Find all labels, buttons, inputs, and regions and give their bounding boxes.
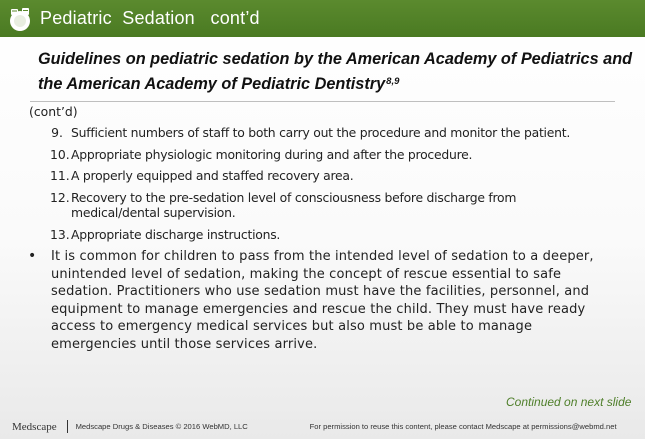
list-number: 9. [51,125,63,140]
list-item-text: Appropriate physiologic monitoring during and after the procedure. [71,146,473,162]
bullet-text: It is common for children to pass from the intended level of sedation to a deeper, unintended level of sedation, making the concept of rescue essential to safe sedation. Practitioners who use sedation must have the facilities, personnel, and equipment to manage emergencies and rescue the child. They must have ready access to emergency medical services but also must be able to manage emergencies until those services arrive. [51,249,594,352]
copyright-text: Medscape Drugs & Diseases © 2016 WebMD, LLC [75,422,248,431]
subtitle-divider [30,101,615,102]
list-item [50,125,628,141]
slide-content [28,103,628,353]
slide-title: Pediatric Sedation cont’d [40,8,260,28]
continued-next-slide: Continued on next slide [506,395,632,409]
list-number: 13. [50,226,70,242]
bullet-icon: • [28,248,37,264]
list-item [50,147,628,163]
list-item-text: Sufficient numbers of staff to both carry out the procedure and monitor the patient. [71,125,571,140]
list-item-text: Appropriate discharge instructions. [71,226,281,242]
subtitle-text: Guidelines on pediatric sedation by the American Academy of Pediatrics and the American Academy of Pediatric Dentistry [38,50,633,93]
footer-divider [67,420,68,433]
list-number: 10. [50,146,70,162]
slide-header [0,0,645,37]
continued-label: (cont’d) [29,104,78,119]
list-item [50,168,628,184]
slide-footer [0,414,645,439]
medscape-logo-icon [6,5,36,35]
slide-subtitle [38,47,638,97]
list-item [50,227,628,243]
list-item-text: A properly equipped and staffed recovery area. [71,168,354,183]
bullet-paragraph [28,248,628,353]
guideline-list [50,125,628,242]
list-item [50,190,628,221]
list-number: 12. [50,189,70,205]
subtitle-references: 8,9 [386,76,400,87]
permission-text: For permission to reuse this content, please contact Medscape at permissions@webmd.net [309,422,617,431]
list-number: 11. [50,168,70,183]
medscape-brand: Medscape [12,420,57,433]
list-item-text: Recovery to the pre-sedation level of consciousness before discharge from medical/dental supervision. [71,189,517,220]
